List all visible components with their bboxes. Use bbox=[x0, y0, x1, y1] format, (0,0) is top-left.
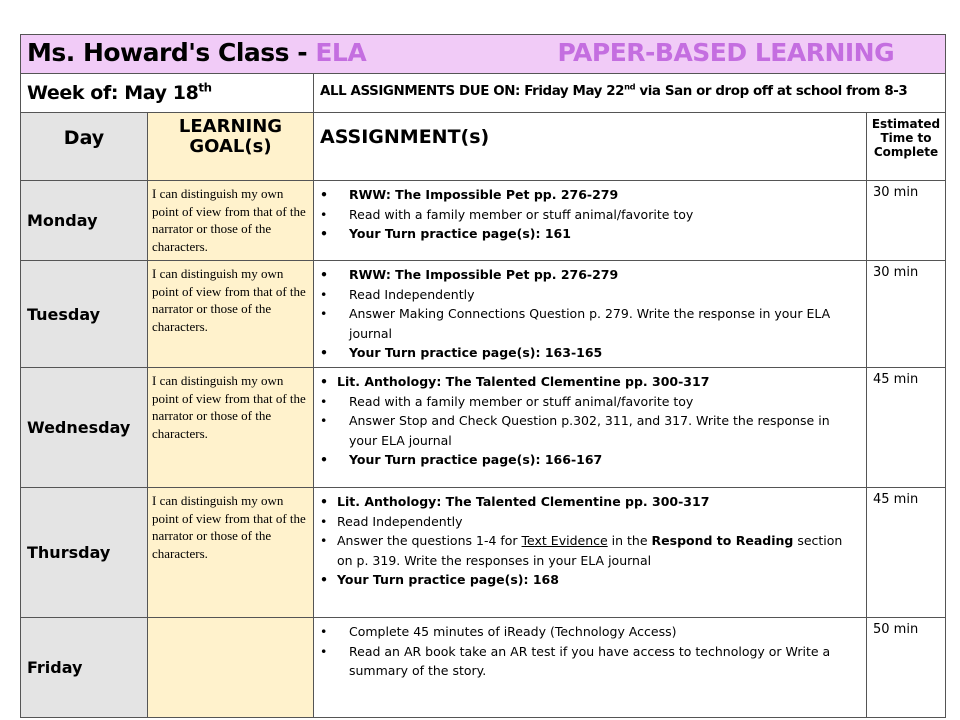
week-row bbox=[21, 74, 946, 113]
task-item: • Answer the questions 1-4 for Text Evidence in the Respond to Reading section on p. 319. Write the responses in your ELA journal bbox=[314, 531, 860, 570]
day-cell: Wednesday bbox=[21, 368, 148, 488]
week-cell bbox=[21, 74, 314, 113]
col-header-time: Estimated Time to Complete bbox=[867, 113, 946, 181]
time-cell: 30 min bbox=[867, 181, 946, 261]
assignment-cell bbox=[314, 368, 867, 488]
assignment-cell bbox=[314, 618, 867, 718]
mode-label: PAPER-BASED LEARNING bbox=[557, 38, 895, 67]
due-date-label: ALL ASSIGNMENTS DUE ON: Friday May 22nd via San or drop off at school from 8-3 bbox=[320, 81, 908, 99]
task-item: • Lit. Anthology: The Talented Clementine pp. 300-317 bbox=[314, 492, 860, 512]
weekly-plan-table bbox=[20, 34, 946, 718]
time-cell: 45 min bbox=[867, 488, 946, 618]
title-cell bbox=[21, 35, 946, 74]
col-header-day: Day bbox=[21, 113, 148, 181]
day-cell: Thursday bbox=[21, 488, 148, 618]
goal-cell bbox=[148, 618, 314, 718]
day-cell: Friday bbox=[21, 618, 148, 718]
goal-cell: I can distinguish my own point of view from that of the narrator or those of the characters. bbox=[148, 261, 314, 368]
task-item: • Answer Stop and Check Question p.302, 311, and 317. Write the response in your ELA journal bbox=[314, 411, 860, 450]
goal-cell: I can distinguish my own point of view from that of the narrator or those of the characters. bbox=[148, 488, 314, 618]
assignment-cell bbox=[314, 488, 867, 618]
task-item: • Complete 45 minutes of iReady (Technology Access) bbox=[314, 622, 860, 642]
goal-cell: I can distinguish my own point of view from that of the narrator or those of the characters. bbox=[148, 368, 314, 488]
task-item: • RWW: The Impossible Pet pp. 276-279 bbox=[314, 185, 860, 205]
page-title bbox=[21, 35, 945, 71]
task-item: • Answer Making Connections Question p. 279. Write the response in your ELA journal bbox=[314, 304, 860, 343]
time-cell: 45 min bbox=[867, 368, 946, 488]
text-evidence-link-text: Text Evidence bbox=[521, 533, 608, 548]
task-item: • Read with a family member or stuff animal/favorite toy bbox=[314, 205, 860, 225]
task-list bbox=[314, 185, 860, 244]
task-list bbox=[314, 622, 860, 681]
task-item: • Your Turn practice page(s): 168 bbox=[314, 570, 860, 590]
assignment-cell bbox=[314, 261, 867, 368]
week-label: Week of: May 18th bbox=[27, 80, 212, 104]
assignment-cell bbox=[314, 181, 867, 261]
column-header-row bbox=[21, 113, 946, 181]
class-name: Ms. Howard's Class - bbox=[27, 38, 316, 67]
task-item: • Read Independently bbox=[314, 285, 860, 305]
col-header-assignment: ASSIGNMENT(s) bbox=[314, 113, 867, 181]
table-row bbox=[21, 618, 946, 718]
task-item: • Read Independently bbox=[314, 512, 860, 532]
time-cell: 30 min bbox=[867, 261, 946, 368]
time-cell: 50 min bbox=[867, 618, 946, 718]
task-list bbox=[314, 492, 860, 590]
table-row bbox=[21, 368, 946, 488]
task-item: • RWW: The Impossible Pet pp. 276-279 bbox=[314, 265, 860, 285]
title-row bbox=[21, 35, 946, 74]
table-row bbox=[21, 488, 946, 618]
col-header-goal: LEARNING GOAL(s) bbox=[148, 113, 314, 181]
day-cell: Tuesday bbox=[21, 261, 148, 368]
task-item: • Your Turn practice page(s): 166-167 bbox=[314, 450, 860, 470]
task-item: • Your Turn practice page(s): 161 bbox=[314, 224, 860, 244]
task-list bbox=[314, 372, 860, 470]
task-item: • Read with a family member or stuff animal/favorite toy bbox=[314, 392, 860, 412]
task-list bbox=[314, 265, 860, 363]
table-row bbox=[21, 181, 946, 261]
task-item: • Your Turn practice page(s): 163-165 bbox=[314, 343, 860, 363]
task-item: • Read an AR book take an AR test if you have access to technology or Write a summary of the story. bbox=[314, 642, 860, 681]
table-row bbox=[21, 261, 946, 368]
due-cell bbox=[314, 74, 946, 113]
day-cell: Monday bbox=[21, 181, 148, 261]
subject-label: ELA bbox=[315, 38, 367, 67]
goal-cell: I can distinguish my own point of view from that of the narrator or those of the characters. bbox=[148, 181, 314, 261]
task-item: • Lit. Anthology: The Talented Clementine pp. 300-317 bbox=[314, 372, 860, 392]
